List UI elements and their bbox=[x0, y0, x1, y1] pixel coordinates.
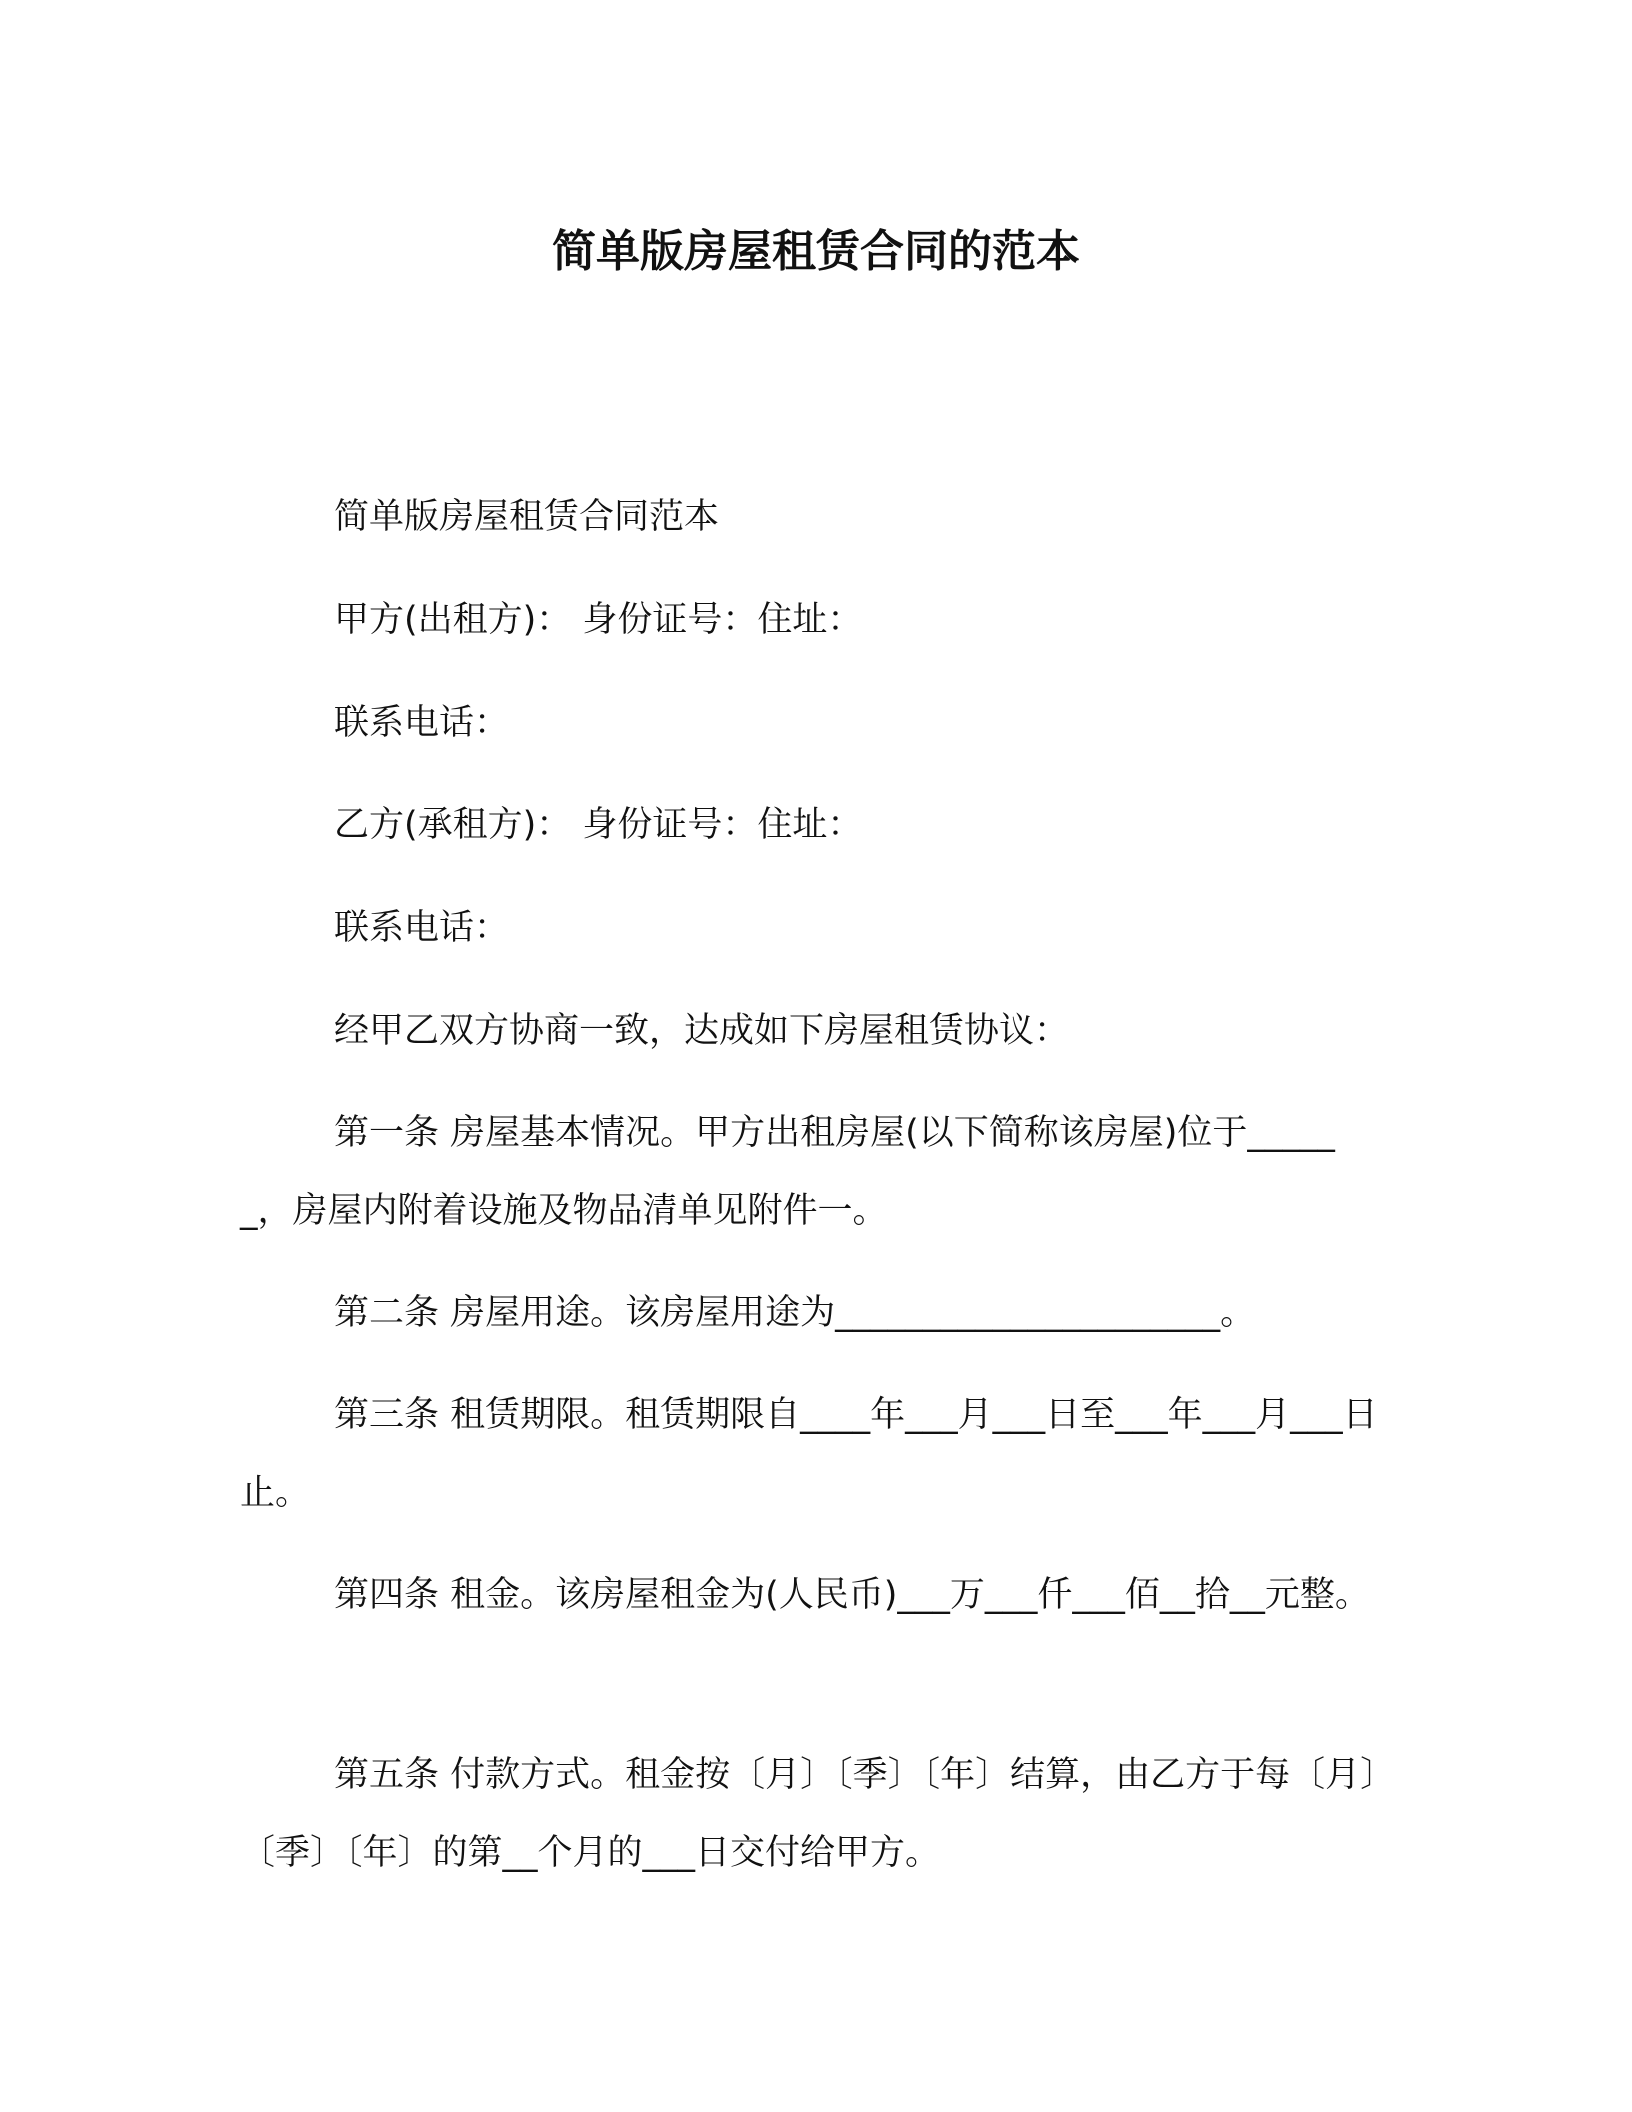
document-subtitle: 简单版房屋租赁合同范本 bbox=[334, 497, 720, 537]
article-2: 第二条 房屋用途。该房屋用途为______________________。 bbox=[334, 1293, 1256, 1333]
party-b-phone: 联系电话： bbox=[334, 908, 510, 948]
agreement-intro: 经甲乙双方协商一致，达成如下房屋租赁协议： bbox=[334, 1011, 1070, 1051]
article-3: 第三条 租赁期限。租赁期限自____年___月___日至___年___月___日止。 bbox=[240, 1395, 1378, 1513]
article-1: 第一条 房屋基本情况。甲方出租房屋(以下简称该房屋)位于______，房屋内附着设施及物品清单见附件一。 bbox=[240, 1113, 1335, 1231]
party-a-line: 甲方(出租方)： 身份证号：住址： bbox=[334, 600, 863, 640]
party-b-line: 乙方(承租方)： 身份证号：住址： bbox=[334, 805, 863, 845]
party-a-phone: 联系电话： bbox=[334, 703, 510, 743]
article-5: 第五条 付款方式。租金按〔月〕〔季〕〔年〕结算，由乙方于每〔月〕〔季〕〔年〕的第__个月的___日交付给甲方。 bbox=[240, 1755, 1378, 1873]
article-4: 第四条 租金。该房屋租金为(人民币)___万___仟___佰__拾__元整。 bbox=[334, 1575, 1370, 1615]
document-title: 简单版房屋租赁合同的范本 bbox=[552, 226, 1080, 277]
